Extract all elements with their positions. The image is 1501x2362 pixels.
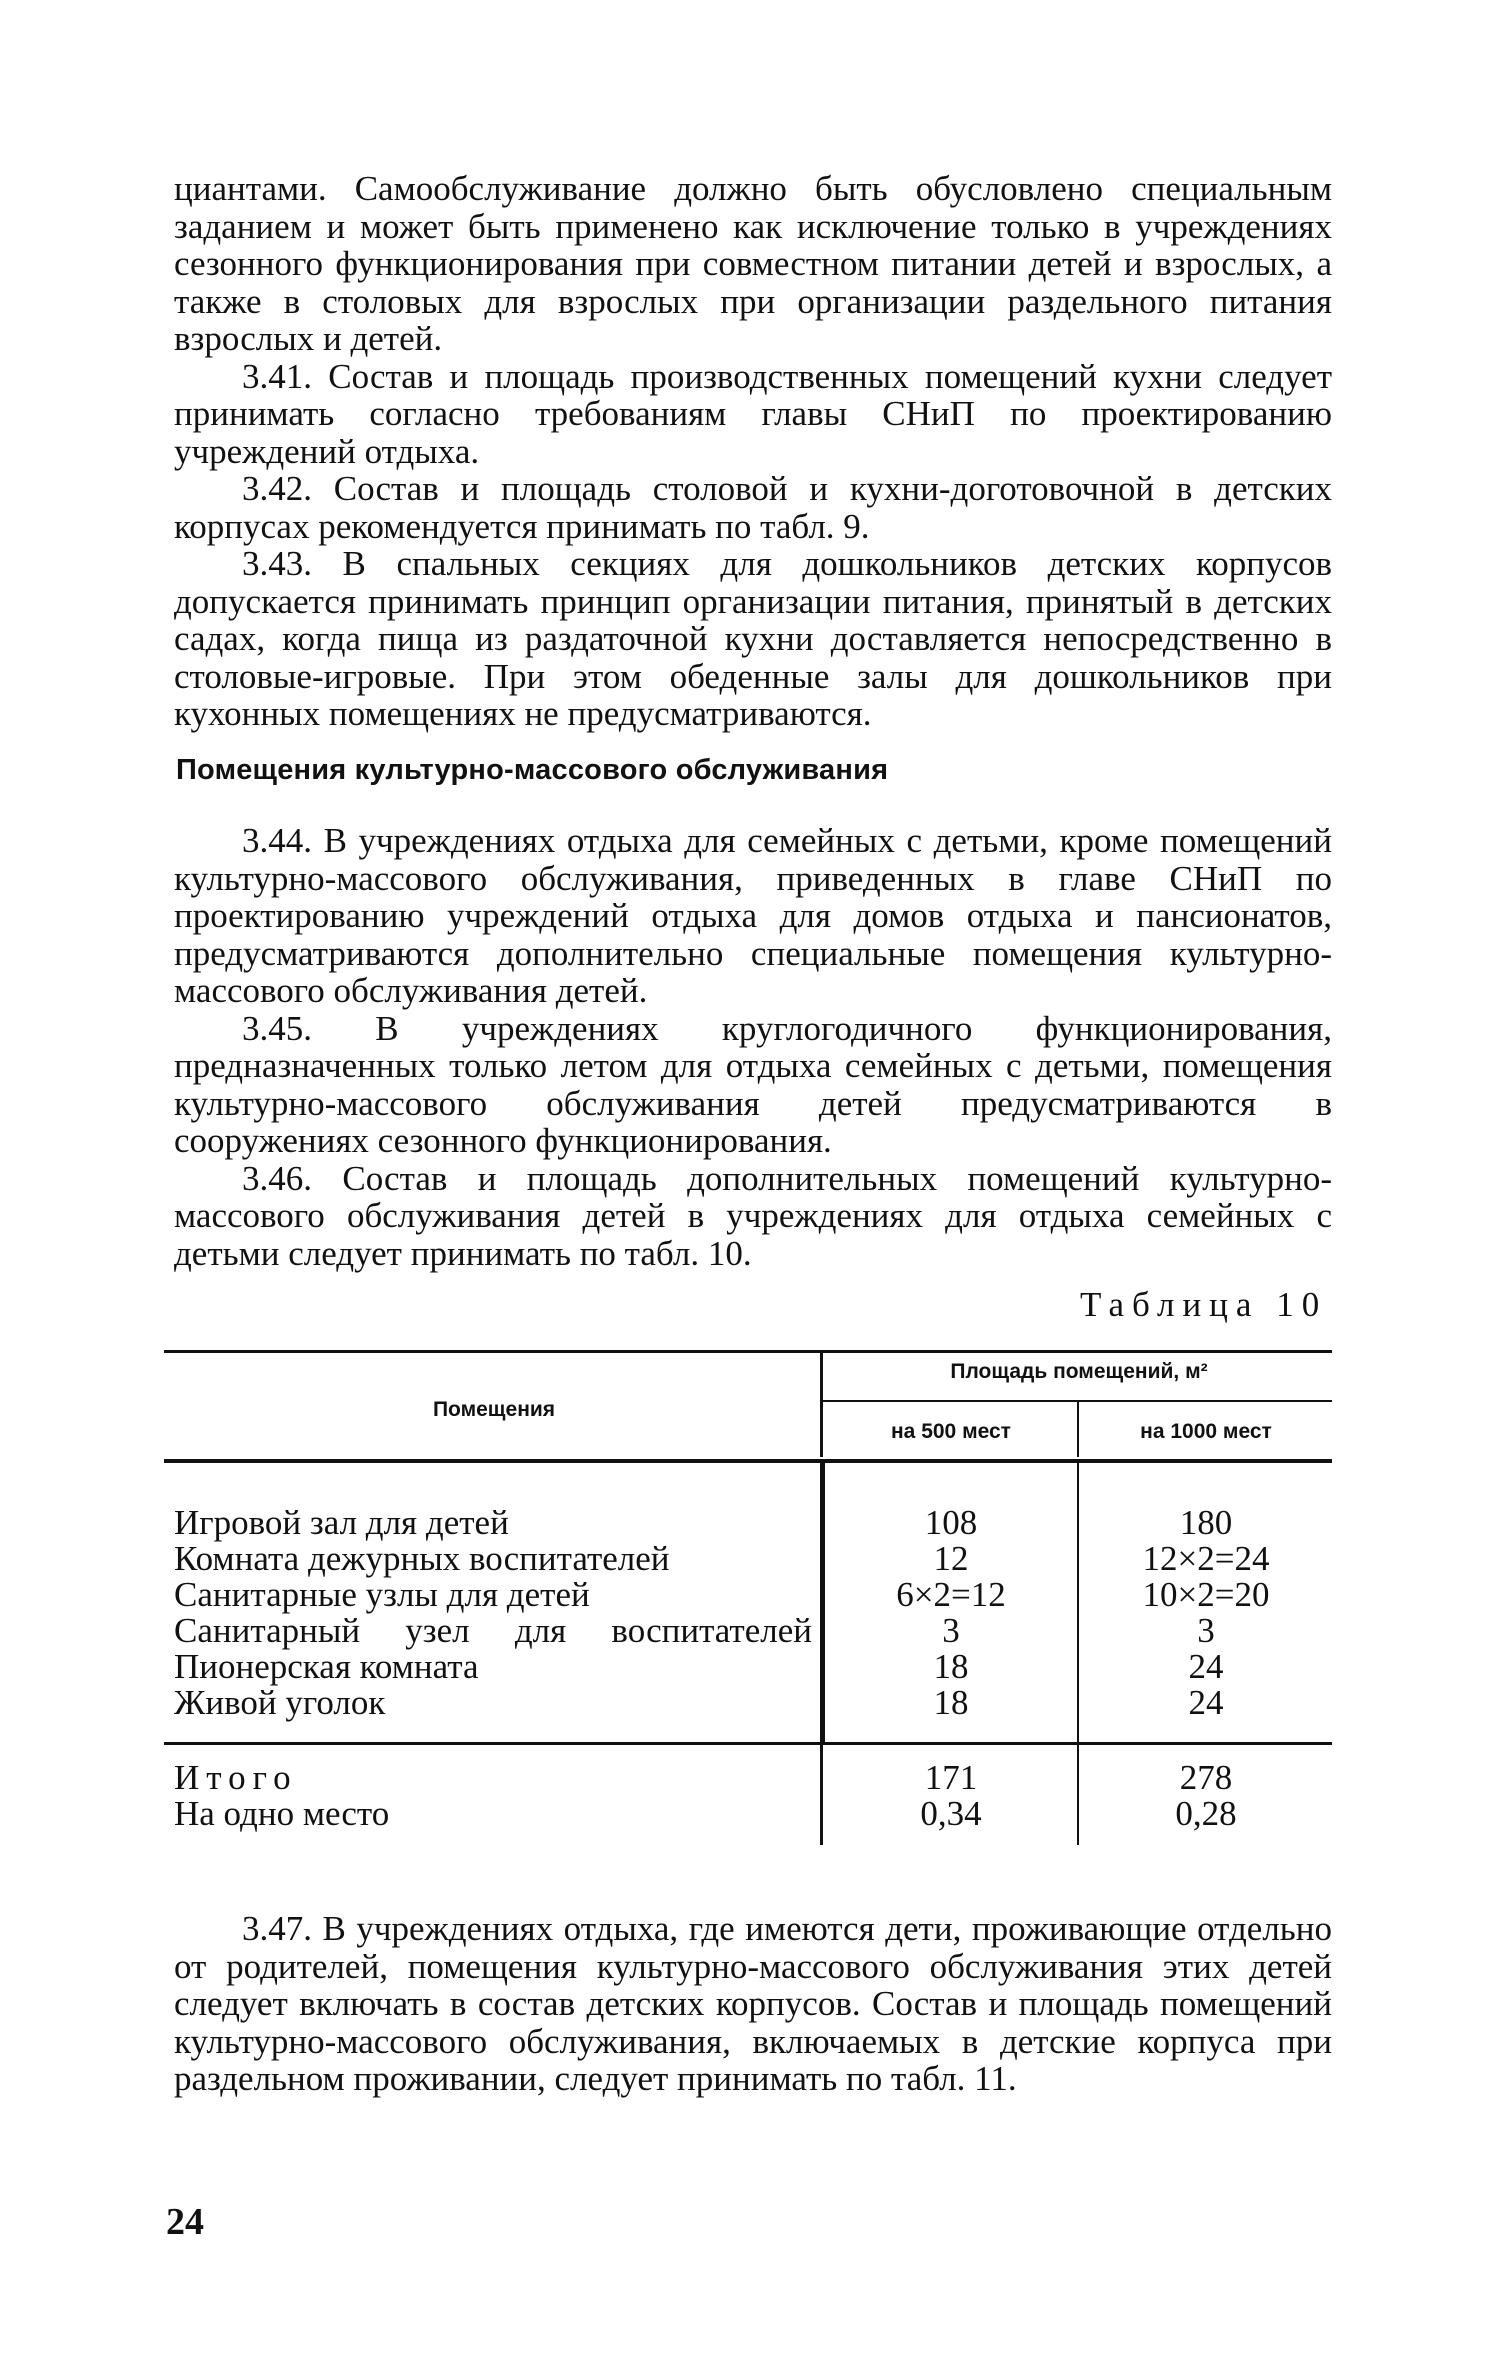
header-bottom-rule (164, 1459, 1332, 1463)
paragraph-3-46: 3.46. Состав и площадь дополнительных помещений культурно-массового обслуживания детей в учреждениях для отдыха семейных с детьми следует принимать по табл. 10. (174, 1158, 1332, 1273)
total-value-1000: 278 (1179, 1758, 1233, 1797)
row-value-1000: 180 (1179, 1503, 1233, 1542)
row-value-500: 6×2=12 (896, 1575, 1006, 1614)
text-block-top (174, 170, 1332, 733)
total-value-500: 0,34 (920, 1794, 982, 1833)
table-caption: Таблица 10 (1080, 1285, 1328, 1324)
page-number: 24 (166, 2201, 204, 2243)
total-name: Итого (174, 1758, 298, 1797)
table-top-rule (164, 1350, 1332, 1353)
body-bottom-rule (164, 1742, 1332, 1745)
body-vertical-rule-2 (1077, 1463, 1079, 1745)
row-value-500: 12 (933, 1539, 969, 1578)
total-name: На одно место (174, 1794, 390, 1833)
header-vertical-rule (820, 1350, 823, 1457)
paragraph-3-42: 3.42. Состав и площадь столовой и кухни-доготовочной в детских корпусах рекомендуется принимать по табл. 9. (174, 469, 1332, 546)
row-name: Санитарный узел для воспитателей (174, 1611, 812, 1650)
body-vertical-rule-1 (820, 1463, 825, 1745)
paragraph-continuation: циантами. Самообслуживание должно быть обусловлено специальным заданием и может быть применено как исключение только в учреждениях сезонного функционирования при совместном питании детей и взрослых, а также в столовых для взрослых при организации раздельного питания взрослых и детей. (174, 169, 1332, 358)
header-area: Площадь помещений, м² (950, 1360, 1208, 1383)
row-value-500: 18 (933, 1683, 969, 1722)
paragraph-3-43: 3.43. В спальных секциях для дошкольников детских корпусов допускается принимать принцип организации питания, принятый в детских садах, когда пища из раздаточной кухни доставляется непосредственно в столовые-игровые. При этом обеденные залы для дошкольников при кухонных помещениях не предусматриваются. (174, 544, 1332, 733)
row-value-500: 108 (924, 1503, 978, 1542)
paragraph-3-41: 3.41. Состав и площадь производственных помещений кухни следует принимать согласно требованиям главы СНиП по проектированию учреждений отдыха. (174, 356, 1332, 471)
row-value-1000: 24 (1188, 1647, 1224, 1686)
header-column-divider (1077, 1402, 1079, 1457)
row-name: Санитарные узлы для детей (174, 1575, 590, 1614)
row-name: Игровой зал для детей (174, 1503, 509, 1542)
row-value-1000: 10×2=20 (1142, 1575, 1270, 1614)
paragraph-3-44: 3.44. В учреждениях отдыха для семейных с детьми, кроме помещений культурно-массового обслуживания, приведенных в главе СНиП по проектированию учреждений отдыха для домов отдыха и пансионатов, предусматриваются дополнительно специальные помещения культурно-массового обслуживания детей. (174, 821, 1332, 1010)
row-name: Живой уголок (174, 1683, 386, 1722)
header-col-1000: на 1000 мест (1140, 1420, 1272, 1443)
text-block-bottom (174, 1910, 1332, 2098)
row-value-1000: 24 (1188, 1683, 1224, 1722)
row-value-1000: 3 (1197, 1611, 1215, 1650)
row-value-1000: 12×2=24 (1142, 1539, 1270, 1578)
row-name: Комната дежурных воспитателей (174, 1539, 670, 1578)
row-value-500: 3 (942, 1611, 960, 1650)
total-value-500: 171 (924, 1758, 978, 1797)
header-rooms: Помещения (432, 1398, 556, 1421)
paragraph-3-45: 3.45. В учреждениях круглогодичного функционирования, предназначенных только летом для отдыха семейных с детьми, помещения культурно-массового обслуживания детей предусматриваются в сооружениях сезонного функционирования. (174, 1008, 1332, 1160)
text-block-mid (174, 822, 1332, 1272)
totals-vertical-rule-2 (1077, 1745, 1079, 1845)
row-name: Пионерская комната (174, 1647, 479, 1686)
header-subdivider-rule (820, 1400, 1332, 1402)
total-value-1000: 0,28 (1175, 1794, 1237, 1833)
paragraph-3-47: 3.47. В учреждениях отдыха, где имеются дети, проживающие отдельно от родителей, помещения культурно-массового обслуживания этих детей следует включать в состав детских корпусов. Состав и площадь помещений культурно-массового обслуживания, включаемых в детские корпуса при раздельном проживании, следует принимать по табл. 11. (174, 1909, 1332, 2098)
header-col-500: на 500 мест (891, 1420, 1011, 1443)
row-value-500: 18 (933, 1647, 969, 1686)
totals-vertical-rule-1 (820, 1745, 823, 1845)
section-heading: Помещения культурно-массового обслуживания (176, 754, 889, 786)
